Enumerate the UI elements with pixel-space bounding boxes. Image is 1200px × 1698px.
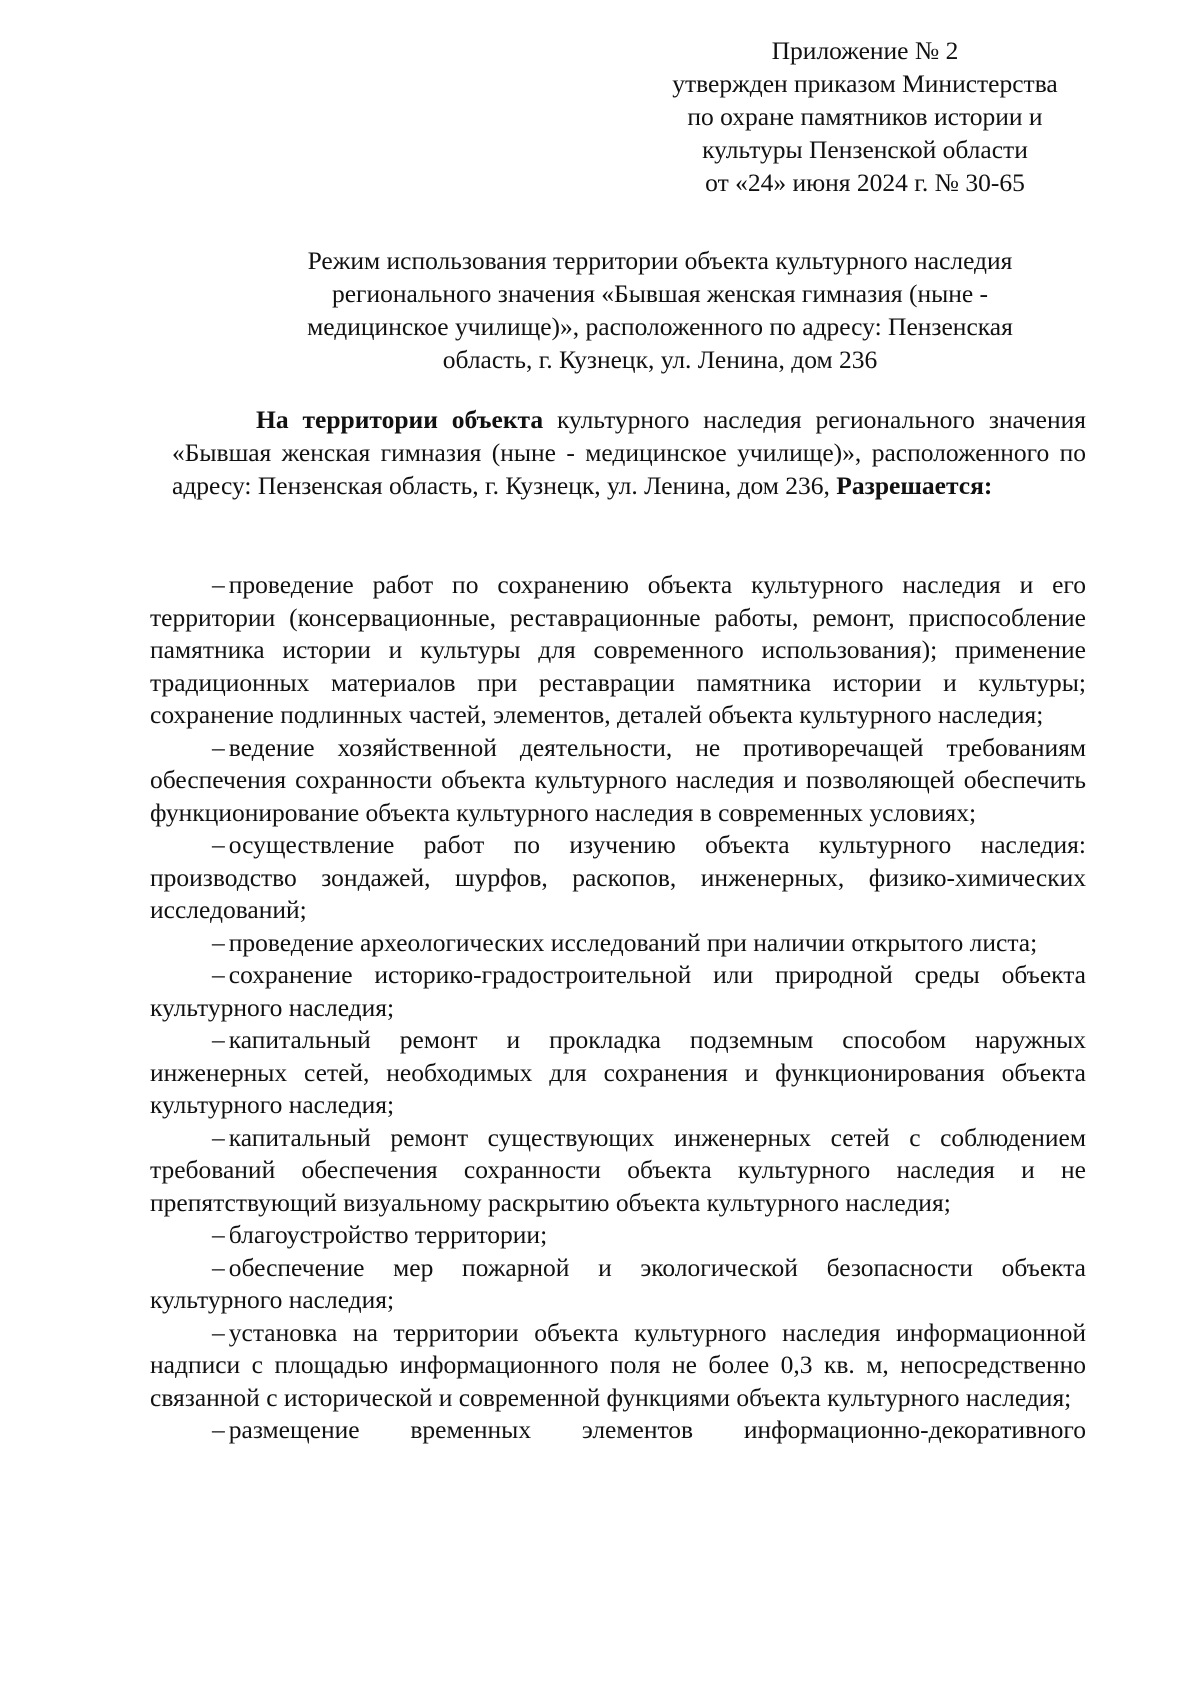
approval-line: по охране памятников истории и: [687, 102, 1043, 131]
intro-bold-end: Разрешается:: [836, 471, 993, 500]
list-item-text: установка на территории объекта культурного наследия информационной надписи с площадью информационного поля не более 0,3 кв. м, непосредственно связанной с исторической и современной функциями объекта культурного наследия;: [150, 1317, 1086, 1412]
list-item-text: осуществление работ по изучению объекта культурного наследия: производство зондажей, шурфов, раскопов, инженерных, физико-химических исследований;: [150, 830, 1086, 924]
document-title: [230, 244, 1090, 376]
title-line: Режим использования территории объекта культурного наследия: [307, 246, 1013, 275]
list-item-text: сохранение историко-градостроительной или природной среды объекта культурного наследия;: [150, 960, 1086, 1022]
dash-marker: –: [212, 830, 225, 859]
approval-stamp: [640, 34, 1090, 199]
list-item-text: капитальный ремонт и прокладка подземным способом наружных инженерных сетей, необходимых для сохранения и функционирования объекта культурного наследия;: [150, 1025, 1086, 1119]
list-item-text: благоустройство территории;: [228, 1220, 548, 1249]
approval-line: утвержден приказом Министерства: [672, 69, 1058, 98]
approval-line: от «24» июня 2024 г. № 30-65: [705, 168, 1025, 197]
list-item: [150, 732, 1086, 830]
dash-marker: –: [212, 927, 225, 957]
list-item: [150, 1122, 1086, 1220]
dash-marker: –: [212, 1025, 225, 1054]
intro-paragraph: [172, 403, 1086, 502]
list-item: [150, 1317, 1086, 1415]
approval-line: культуры Пензенской области: [702, 135, 1028, 164]
list-item: [150, 959, 1086, 1024]
dash-marker: –: [212, 732, 225, 762]
dash-marker: –: [212, 1317, 225, 1347]
dash-marker: –: [212, 1415, 225, 1444]
dash-marker: –: [212, 570, 225, 599]
list-item-text: размещение временных элементов информационно-декоративного: [228, 1415, 1086, 1444]
list-item: [150, 1252, 1086, 1317]
list-item: [150, 1024, 1086, 1122]
intro-bold-start: На территории объекта: [256, 405, 544, 434]
list-item-text: капитальный ремонт существующих инженерных сетей с соблюдением требований обеспечения сохранности объекта культурного наследия и не препятствующий визуальному раскрытию объекта культурного наследия;: [150, 1122, 1086, 1217]
list-item: [150, 829, 1086, 927]
list-item: [150, 927, 1086, 960]
allowed-activities-list: [150, 569, 1086, 1447]
list-item-text: проведение работ по сохранению объекта культурного наследия и его территории (консервационные, реставрационные работы, ремонт, приспособление памятника истории и культуры для современного использования); применение традиционных материалов при реставрации памятника истории и культуры; сохранение подлинных частей, элементов, деталей объекта культурного наследия;: [150, 570, 1086, 729]
dash-marker: –: [212, 1122, 225, 1152]
list-item-text: ведение хозяйственной деятельности, не противоречащей требованиям обеспечения сохранности объекта культурного наследия и позволяющей обеспечить функционирование объекта культурного наследия в современных условиях;: [150, 732, 1086, 827]
list-item: [150, 569, 1086, 732]
title-line: область, г. Кузнецк, ул. Ленина, дом 236: [442, 345, 878, 374]
dash-marker: –: [212, 960, 225, 989]
list-item: [150, 1219, 1086, 1252]
list-item-text: обеспечение мер пожарной и экологической безопасности объекта культурного наследия;: [150, 1252, 1086, 1314]
intro-text: культурного наследия регионального значения «Бывшая женская гимназия (ныне - медицинское училище)», расположенного по адресу: Пензенская область, г. Кузнецк, ул. Ленина, дом 236,: [172, 405, 1086, 500]
dash-marker: –: [212, 1220, 225, 1249]
list-item: [150, 1414, 1086, 1447]
list-item-text: проведение археологических исследований при наличии открытого листа;: [228, 927, 1038, 957]
approval-line: Приложение № 2: [771, 36, 959, 65]
dash-marker: –: [212, 1252, 225, 1282]
title-line: медицинское училище)», расположенного по адресу: Пензенская: [307, 312, 1013, 341]
title-line: регионального значения «Бывшая женская гимназия (ныне -: [331, 279, 989, 308]
